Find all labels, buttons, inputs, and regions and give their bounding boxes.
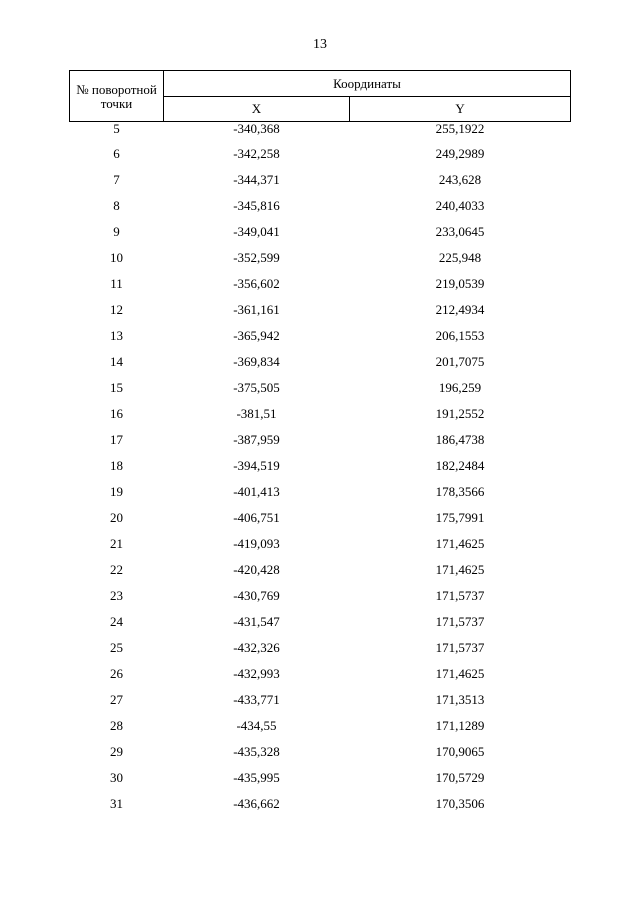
point-number-cell: 27 [110,692,123,707]
x-coordinate-cell: -365,942 [233,328,280,343]
table-row [70,381,571,407]
point-number-cell: 31 [110,796,123,811]
table-row [70,589,571,615]
table-row [70,122,571,148]
table-row [70,771,571,797]
x-coordinate-cell: -401,413 [233,484,280,499]
x-coordinate-cell: -381,51 [236,406,277,421]
table-row [70,641,571,667]
point-number-cell: 16 [110,406,123,421]
x-column-header: X [164,97,350,122]
y-coordinate-cell: 243,628 [438,172,482,187]
point-number-cell: 9 [113,224,120,239]
x-coordinate-cell: -345,816 [233,198,280,213]
x-coordinate-cell: -361,161 [233,302,280,317]
table-row [70,693,571,719]
y-coordinate-cell: 171,5737 [435,588,485,603]
point-number-cell: 11 [110,276,123,291]
y-coordinate-cell: 201,7075 [435,354,485,369]
point-number-cell: 7 [113,172,120,187]
table-row [70,719,571,745]
x-coordinate-cell: -419,093 [233,536,280,551]
table-row [70,433,571,459]
table-body [70,122,571,824]
coordinates-header: Координаты [164,71,571,97]
table-row [70,745,571,771]
x-coordinate-cell: -342,258 [233,146,280,161]
point-number-cell: 26 [110,666,123,681]
y-coordinate-cell: 182,2484 [435,458,485,473]
x-coordinate-cell: -430,769 [233,588,280,603]
x-coordinate-cell: -352,599 [233,250,280,265]
x-coordinate-cell: -432,993 [233,666,280,681]
point-number-cell: 14 [110,354,123,369]
point-number-cell: 28 [110,718,123,733]
y-coordinate-cell: 225,948 [438,250,482,265]
x-coordinate-cell: -420,428 [233,562,280,577]
y-coordinate-cell: 175,7991 [435,510,485,525]
table-row [70,147,571,173]
y-coordinate-cell: 178,3566 [435,484,485,499]
y-coordinate-cell: 170,5729 [435,770,485,785]
table-row [70,667,571,693]
point-number-cell: 24 [110,614,123,629]
x-coordinate-cell: -340,368 [233,121,280,136]
y-coordinate-cell: 196,259 [438,380,482,395]
table-row [70,459,571,485]
x-coordinate-cell: -387,959 [233,432,280,447]
y-coordinate-cell: 171,5737 [435,614,485,629]
y-coordinate-cell: 191,2552 [435,406,485,421]
table-header [70,71,571,122]
point-number-cell: 22 [110,562,123,577]
table-row [70,277,571,303]
y-coordinate-cell: 186,4738 [435,432,485,447]
y-coordinate-cell: 171,4625 [435,666,485,681]
y-coordinate-cell: 240,4033 [435,198,485,213]
table-row [70,563,571,589]
point-number-cell: 13 [110,328,123,343]
point-number-cell: 17 [110,432,123,447]
table-row [70,407,571,433]
y-coordinate-cell: 170,3506 [435,796,485,811]
point-number-cell: 21 [110,536,123,551]
x-coordinate-cell: -435,328 [233,744,280,759]
point-number-cell: 29 [110,744,123,759]
x-coordinate-cell: -432,326 [233,640,280,655]
y-coordinate-cell: 171,4625 [435,562,485,577]
table-row [70,615,571,641]
y-coordinate-cell: 171,4625 [435,536,485,551]
point-number-cell: 10 [110,250,123,265]
x-coordinate-cell: -434,55 [236,718,277,733]
table-row [70,199,571,225]
table-row [70,537,571,563]
table-row [70,303,571,329]
point-number-cell: 5 [113,121,120,136]
table-row [70,251,571,277]
x-coordinate-cell: -349,041 [233,224,280,239]
y-coordinate-cell: 249,2989 [435,146,485,161]
x-coordinate-cell: -406,751 [233,510,280,525]
y-coordinate-cell: 171,5737 [435,640,485,655]
table-row [70,511,571,537]
x-coordinate-cell: -431,547 [233,614,280,629]
x-coordinate-cell: -436,662 [233,796,280,811]
table-row [70,329,571,355]
table-row [70,225,571,251]
x-coordinate-cell: -344,371 [233,172,280,187]
point-number-cell: 23 [110,588,123,603]
coordinates-table [69,70,571,823]
y-coordinate-cell: 219,0539 [435,276,485,291]
table-row [70,797,571,823]
x-coordinate-cell: -394,519 [233,458,280,473]
x-coordinate-cell: -369,834 [233,354,280,369]
table-row [70,485,571,511]
point-number-cell: 19 [110,484,123,499]
point-number-cell: 25 [110,640,123,655]
x-coordinate-cell: -433,771 [233,692,280,707]
point-number-cell: 12 [110,302,123,317]
x-coordinate-cell: -375,505 [233,380,280,395]
table-row [70,173,571,199]
point-number-cell: 20 [110,510,123,525]
point-number-header: № поворотной точки [70,71,164,122]
y-coordinate-cell: 171,1289 [435,718,485,733]
point-number-cell: 8 [113,198,120,213]
y-coordinate-cell: 233,0645 [435,224,485,239]
point-number-cell: 30 [110,770,123,785]
point-number-cell: 15 [110,380,123,395]
y-coordinate-cell: 170,9065 [435,744,485,759]
x-coordinate-cell: -356,602 [233,276,280,291]
y-coordinate-cell: 171,3513 [435,692,485,707]
y-column-header: Y [350,97,571,122]
page-number: 13 [313,37,327,52]
point-number-cell: 18 [110,458,123,473]
x-coordinate-cell: -435,995 [233,770,280,785]
y-coordinate-cell: 212,4934 [435,302,485,317]
y-coordinate-cell: 206,1553 [435,328,485,343]
table-row [70,355,571,381]
point-number-cell: 6 [113,146,120,161]
y-coordinate-cell: 255,1922 [435,121,485,136]
